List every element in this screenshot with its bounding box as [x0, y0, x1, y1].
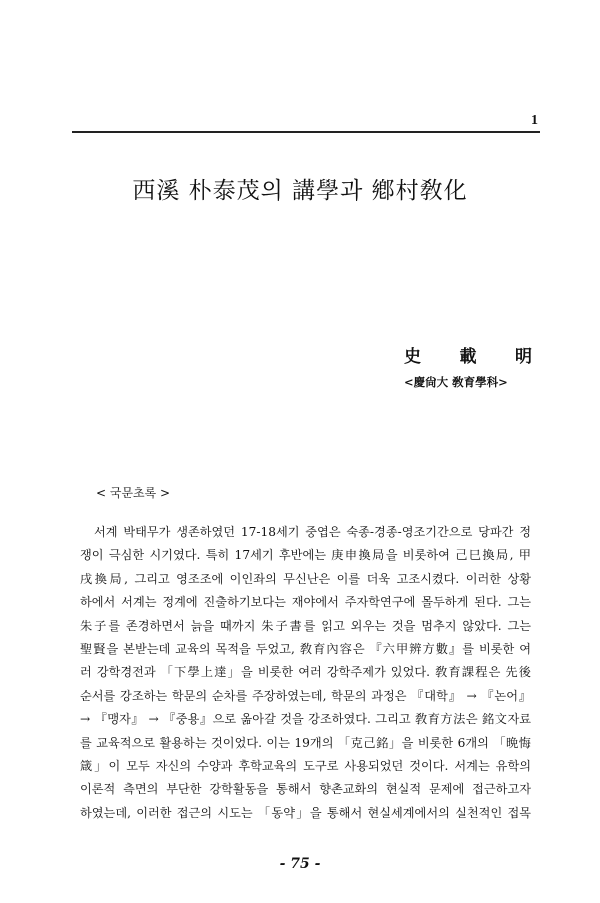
- abstract-line: 하에서 서계는 정계에 진출하기보다는 재야에서 주자학연구에 몰두하게 된다. 그는: [80, 595, 531, 610]
- author-affiliation: <慶尙大 敎育學科>: [404, 375, 508, 389]
- abstract-line: 朱子를 존경하면서 늙을 때까지 朱子書를 읽고 외우는 것을 멈추지 않았다. 그는: [80, 618, 531, 633]
- paper-title: 西溪 朴泰茂의 講學과 鄕村敎化: [132, 178, 468, 204]
- abstract-line: 쟁이 극심한 시기였다. 특히 17세기 후반에는 庚申換局을 비롯하여 己巳換局, 甲: [80, 548, 531, 563]
- author-name-char: 載: [459, 347, 477, 367]
- abstract-line: 순서를 강조하는 학문의 순차를 주장하였는데, 학문의 과정은 『대학』 → 『논어』: [80, 688, 531, 703]
- abstract-line: 聖賢을 본받는데 교육의 목적을 두었고, 敎育內容은 『六甲辨方數』를 비롯한 여: [80, 642, 531, 657]
- abstract-line: 이론적 측면의 부단한 강학활동을 통해서 향촌교화의 현실적 문제에 접근하고자: [80, 782, 531, 797]
- abstract-line: 하였는데, 이러한 접근의 시도는 「동약」을 통해서 현실세계에서의 실천적인 접목: [80, 805, 531, 820]
- header-rule: [72, 131, 540, 133]
- abstract-line: 를 교육적으로 활용하는 것이었다. 이는 19개의 「克己銘」을 비롯한 6개의 「晩悔: [80, 735, 531, 750]
- abstract-body: [80, 521, 531, 825]
- author-name-char: 史: [404, 347, 421, 367]
- abstract-line: → 『맹자』 → 『중용』으로 옮아갈 것을 강조하였다. 그리고 敎育方法은 銘文자료: [80, 712, 531, 727]
- abstract-line: 戌換局, 그리고 영조조에 이인좌의 무신난은 이를 더욱 고조시켰다. 이러한 상황: [80, 571, 531, 586]
- abstract-line: 箴」이 모두 자신의 수양과 후학교육의 도구로 사용되었던 것이다. 서계는 유학의: [80, 759, 531, 774]
- author-name-char: 明: [515, 347, 532, 367]
- abstract-line: 러 강학경전과 「下學上達」을 비롯한 여러 강학주제가 있었다. 敎育課程은 先後: [80, 665, 531, 680]
- author-name: [404, 342, 532, 367]
- page-number: - 75 -: [279, 856, 321, 872]
- abstract-heading: < 국문초록 >: [96, 486, 171, 500]
- abstract-line: 서계 박태무가 생존하였던 17-18세기 중엽은 숙종-경종-영조기간으로 당파간 정: [94, 525, 531, 539]
- chapter-number: 1: [531, 113, 538, 128]
